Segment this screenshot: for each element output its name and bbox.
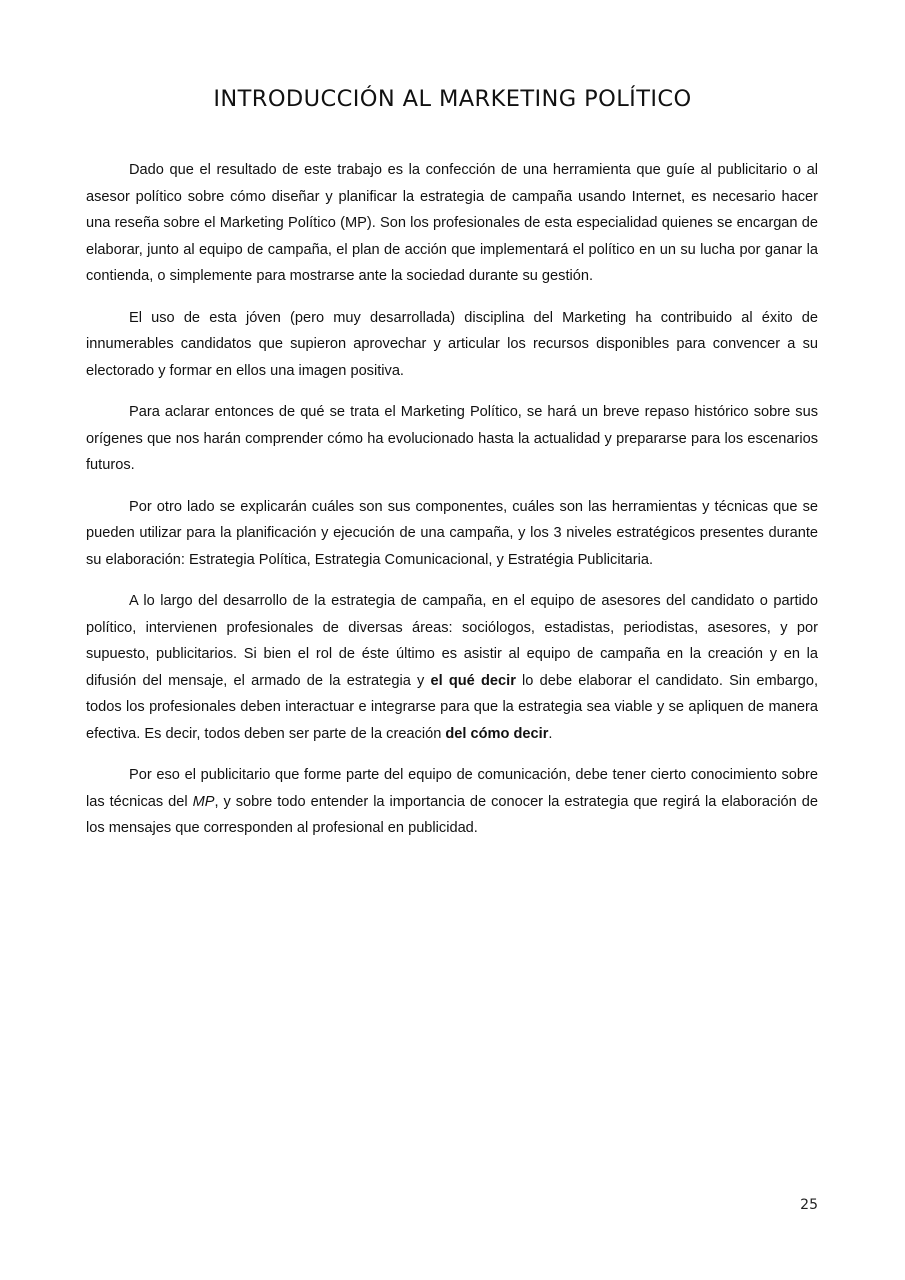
paragraph-5-bold-que-decir: el qué decir — [430, 672, 516, 689]
paragraph-5-text: lo debe elaborar el candidato. Sin embargo, todos los profesionales deben interactuar e integrarse para que la estrategia sea viable y se apliquen de manera efectiva. Es decir, todos deben ser parte de la creación — [86, 672, 818, 742]
body-text — [86, 157, 818, 857]
paragraph-1: Dado que el resultado de este trabajo es la confección de una herramienta que guíe al publicitario o al asesor político sobre cómo diseñar y planificar la estrategia de campaña usando Internet, es necesario hacer una reseña sobre el Marketing Político (MP). Son los profesionales de esta especialidad quienes se encargan de elaborar, junto al equipo de campaña, el plan de acción que implementará el político en un su lucha por ganar la contienda, o simplemente para mostrarse ante la sociedad durante su gestión. — [86, 162, 818, 284]
paragraph-5-text: A lo largo del desarrollo de la estrategia de campaña, en el equipo de asesores del candidato o partido político, intervienen profesionales de diversas áreas: sociólogos, estadistas, periodistas, asesores, y por supuesto, publicitarios. Si bien el rol de éste último es asistir al equipo de campaña en la creación y en la difusión del mensaje, el armado de la estrategia y — [86, 593, 818, 689]
page-number: 25 — [800, 1197, 818, 1213]
paragraph-5 — [86, 588, 818, 747]
paragraph-5-bold-como-decir: del cómo decir — [445, 725, 549, 742]
paragraph-6-text: , y sobre todo entender la importancia de conocer la estrategia que regirá la elaboración de los mensajes que corresponden al profesional en publicidad. — [86, 793, 818, 836]
paragraph-5-text: . — [548, 725, 553, 742]
paragraph-3: Para aclarar entonces de qué se trata el Marketing Político, se hará un breve repaso histórico sobre sus orígenes que nos harán comprender cómo ha evolucionado hasta la actualidad y prepararse para los escenarios futuros. — [86, 404, 818, 473]
paragraph-6 — [86, 762, 818, 842]
paragraph-6-text: Por eso el publicitario que forme parte del equipo de comunicación, debe tener cierto conocimiento sobre las técnicas del — [86, 767, 818, 810]
paragraph-4: Por otro lado se explicarán cuáles son sus componentes, cuáles son las herramientas y técnicas que se pueden utilizar para la planificación y ejecución de una campaña, y los 3 niveles estratégicos presentes durante su elaboración: Estrategia Política, Estrategia Comunicacional, y Estratégia Publicitaria. — [86, 498, 818, 568]
paragraph-2: El uso de esta jóven (pero muy desarrollada) disciplina del Marketing ha contribuido al éxito de innumerables candidatos que supieron aprovechar y articular los recursos disponibles para convencer a su electorado y formar en ellos una imagen positiva. — [86, 309, 818, 379]
paragraph-6-italic-mp: MP — [192, 793, 215, 810]
page-title: INTRODUCCIÓN AL MARKETING POLÍTICO — [213, 86, 692, 112]
